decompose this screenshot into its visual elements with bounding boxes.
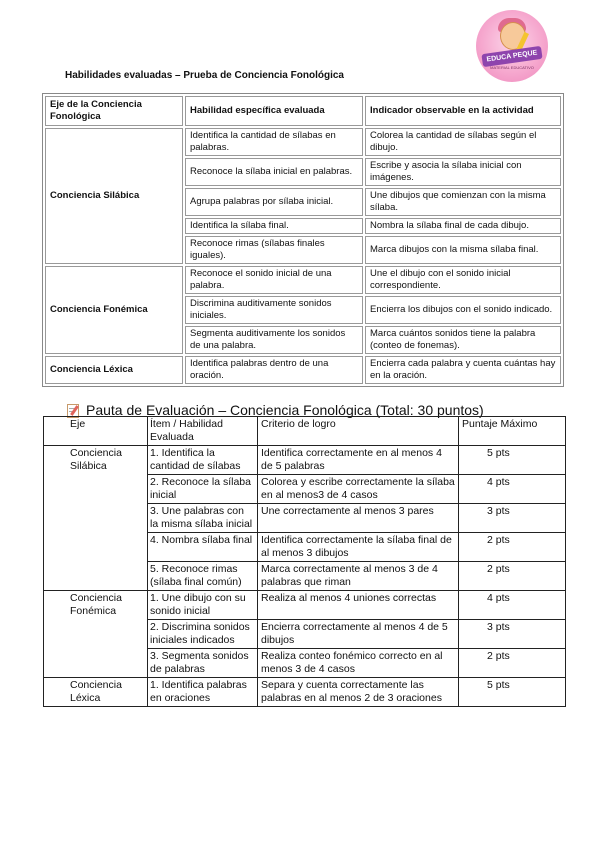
- skills-table-title: Habilidades evaluadas – Prueba de Conciencia Fonológica: [65, 70, 344, 81]
- item-cell: 1. Une dibujo con su sonido inicial: [148, 591, 258, 620]
- eje-cell: Conciencia Silábica: [45, 128, 183, 264]
- eje-cell: Conciencia Léxica: [44, 678, 148, 707]
- puntaje-cell: 2 pts: [459, 562, 566, 591]
- habilidad-cell: Identifica palabras dentro de una oración.: [185, 356, 363, 384]
- item-cell: 1. Identifica la cantidad de sílabas: [148, 446, 258, 475]
- criterio-cell: Realiza al menos 4 uniones correctas: [258, 591, 459, 620]
- indicador-cell: Nombra la sílaba final de cada dibujo.: [365, 218, 561, 234]
- indicador-cell: Une el dibujo con el sonido inicial correspondiente.: [365, 266, 561, 294]
- puntaje-cell: 3 pts: [459, 620, 566, 649]
- eje-cell: Conciencia Fonémica: [44, 591, 148, 678]
- rubric-header-row: [44, 417, 566, 446]
- habilidad-cell: Identifica la sílaba final.: [185, 218, 363, 234]
- header-item: Ítem / Habilidad Evaluada: [148, 417, 258, 446]
- item-cell: 5. Reconoce rimas (sílaba final común): [148, 562, 258, 591]
- header-eje: Eje de la Conciencia Fonológica: [45, 96, 183, 126]
- puntaje-cell: 3 pts: [459, 504, 566, 533]
- puntaje-cell: 2 pts: [459, 533, 566, 562]
- table-row: [45, 128, 561, 156]
- criterio-cell: Identifica correctamente en al menos 4 de 5 palabras: [258, 446, 459, 475]
- habilidad-cell: Reconoce la sílaba inicial en palabras.: [185, 158, 363, 186]
- puntaje-cell: 5 pts: [459, 446, 566, 475]
- item-cell: 3. Segmenta sonidos de palabras: [148, 649, 258, 678]
- habilidad-cell: Identifica la cantidad de sílabas en palabras.: [185, 128, 363, 156]
- item-cell: 1. Identifica palabras en oraciones: [148, 678, 258, 707]
- rubric-table: [43, 416, 566, 707]
- habilidad-cell: Reconoce rimas (sílabas finales iguales).: [185, 236, 363, 264]
- eje-cell: Conciencia Silábica: [44, 446, 148, 591]
- table-row: [44, 446, 566, 475]
- indicador-cell: Encierra los dibujos con el sonido indicado.: [365, 296, 561, 324]
- indicador-cell: Escribe y asocia la sílaba inicial con imágenes.: [365, 158, 561, 186]
- table-row: [44, 591, 566, 620]
- item-cell: 4. Nombra sílaba final: [148, 533, 258, 562]
- criterio-cell: Separa y cuenta correctamente las palabras en al menos 2 de 3 oraciones: [258, 678, 459, 707]
- header-indicador: Indicador observable en la actividad: [365, 96, 561, 126]
- logo-banner: EDUCA PEQUE: [481, 46, 542, 67]
- educa-peque-logo: [476, 10, 548, 82]
- puntaje-cell: 2 pts: [459, 649, 566, 678]
- table-row: [45, 266, 561, 294]
- indicador-cell: Marca dibujos con la misma sílaba final.: [365, 236, 561, 264]
- rubric-title-text: Pauta de Evaluación – Conciencia Fonológica (Total: 30 puntos): [86, 402, 484, 418]
- skills-table-header-row: [45, 96, 561, 126]
- indicador-cell: Marca cuántos sonidos tiene la palabra (conteo de fonemas).: [365, 326, 561, 354]
- item-cell: 2. Reconoce la sílaba inicial: [148, 475, 258, 504]
- table-row: [45, 356, 561, 384]
- puntaje-cell: 5 pts: [459, 678, 566, 707]
- indicador-cell: Encierra cada palabra y cuenta cuántas hay en la oración.: [365, 356, 561, 384]
- header-criterio: Criterio de logro: [258, 417, 459, 446]
- criterio-cell: Encierra correctamente al menos 4 de 5 dibujos: [258, 620, 459, 649]
- indicador-cell: Une dibujos que comienzan con la misma sílaba.: [365, 188, 561, 216]
- habilidad-cell: Segmenta auditivamente los sonidos de una palabra.: [185, 326, 363, 354]
- criterio-cell: Realiza conteo fonémico correcto en al menos 3 de 4 casos: [258, 649, 459, 678]
- eje-cell: Conciencia Léxica: [45, 356, 183, 384]
- memo-icon: [66, 403, 80, 417]
- habilidad-cell: Reconoce el sonido inicial de una palabra.: [185, 266, 363, 294]
- table-row: [44, 678, 566, 707]
- criterio-cell: Marca correctamente al menos 3 de 4 palabras que riman: [258, 562, 459, 591]
- logo-subtext: MATERIAL EDUCATIVO: [490, 65, 534, 70]
- header-eje: Eje: [44, 417, 148, 446]
- item-cell: 3. Une palabras con la misma sílaba inicial: [148, 504, 258, 533]
- indicador-cell: Colorea la cantidad de sílabas según el dibujo.: [365, 128, 561, 156]
- item-cell: 2. Discrimina sonidos iniciales indicados: [148, 620, 258, 649]
- puntaje-cell: 4 pts: [459, 591, 566, 620]
- puntaje-cell: 4 pts: [459, 475, 566, 504]
- header-puntaje: Puntaje Máximo: [459, 417, 566, 446]
- habilidad-cell: Discrimina auditivamente sonidos iniciales.: [185, 296, 363, 324]
- criterio-cell: Une correctamente al menos 3 pares: [258, 504, 459, 533]
- skills-table: [42, 93, 564, 387]
- header-habilidad: Habilidad específica evaluada: [185, 96, 363, 126]
- criterio-cell: Colorea y escribe correctamente la sílaba en al menos3 de 4 casos: [258, 475, 459, 504]
- eje-cell: Conciencia Fonémica: [45, 266, 183, 354]
- criterio-cell: Identifica correctamente la sílaba final de al menos 3 dibujos: [258, 533, 459, 562]
- habilidad-cell: Agrupa palabras por sílaba inicial.: [185, 188, 363, 216]
